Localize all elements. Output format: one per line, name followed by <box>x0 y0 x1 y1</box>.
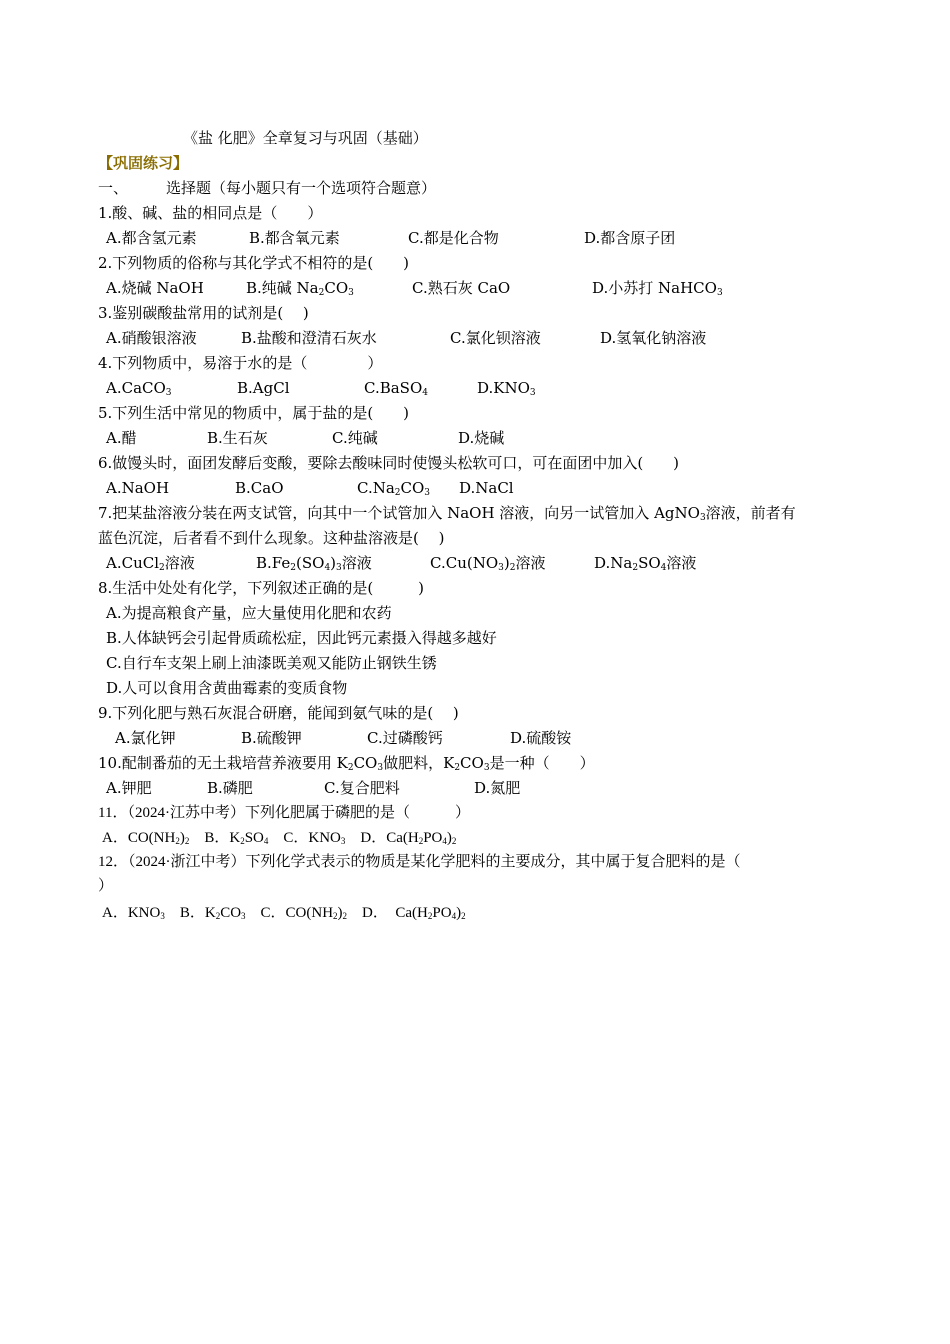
question-11-stem: 11．（2024·江苏中考）下列化肥属于磷肥的是（ ） <box>98 805 470 821</box>
q6-option-a: A.NaOH <box>106 479 170 497</box>
part-heading <box>98 178 436 198</box>
q5-option-d: D.烧碱 <box>458 429 505 447</box>
q9-option-a: A.氯化钾 <box>115 729 176 747</box>
question-2-stem: 2.下列物质的俗称与其化学式不相符的是( ) <box>98 254 410 272</box>
q2-option-c: C.熟石灰 CaO <box>412 279 511 297</box>
section-label: 【巩固练习】 <box>98 154 189 172</box>
q1-option-d: D.都含原子团 <box>584 229 676 247</box>
q8-option-d: D.人可以食用含黄曲霉素的变质食物 <box>106 679 348 697</box>
q7-option-d: $D.Na_2SO_4$溶液 <box>594 554 697 573</box>
q5-option-a: A.醋 <box>106 429 137 447</box>
q7-option-a: A.CuCl$_2$溶液 <box>106 554 195 573</box>
q8-option-a: A.为提高粮食产量，应大量使用化肥和农药 <box>106 604 392 622</box>
q9-option-d: D.硫酸铵 <box>510 729 572 747</box>
q1-option-b: B.都含氧元素 <box>249 229 340 247</box>
q10-option-c: C.复合肥料 <box>324 779 400 797</box>
q2-option-a: A.烧碱 NaOH <box>106 279 204 297</box>
q10-option-b: B.磷肥 <box>207 779 253 797</box>
q9-option-b: B.硫酸钾 <box>241 729 302 747</box>
q11-options: A．$CO(NH_2)_2$ B．$K_2SO_4$ C．$KNO_3$ D．$Ca(H_2PO_4)_2$ <box>102 830 457 846</box>
question-10-stem: 10.配制番茄的无土栽培营养液要用 $K_2CO_3$做肥料，$K_2CO_3$是一种（ ） <box>98 754 595 773</box>
q6-option-d: D.NaCl <box>459 479 514 497</box>
q10-option-a: A.钾肥 <box>106 779 152 797</box>
question-7-stem-line1: 7.把某盐溶液分装在两支试管，向其中一个试管加入 NaOH 溶液，向另一试管加入 AgNO$_3$溶液，前者有 <box>98 504 796 523</box>
question-8-stem: 8.生活中处处有化学，下列叙述正确的是( ) <box>98 579 425 597</box>
part-heading-text: 选择题（每小题只有一个选项符合题意） <box>166 179 437 197</box>
question-3-stem: 3.鉴别碳酸盐常用的试剂是( ) <box>98 304 309 322</box>
q1-option-a: A.都含氢元素 <box>106 229 197 247</box>
question-4-stem: 4.下列物质中，易溶于水的是（ ） <box>98 354 383 372</box>
page-title: 《盐 化肥》全章复习与巩固（基础） <box>183 129 428 147</box>
question-12-stem-line2: ） <box>98 878 114 894</box>
q10-option-d: D.氮肥 <box>474 779 521 797</box>
q3-option-a: A.硝酸银溶液 <box>106 329 197 347</box>
q8-option-c: C.自行车支架上刷上油漆既美观又能防止钢铁生锈 <box>106 654 437 672</box>
part-number: 一、 <box>98 179 129 197</box>
q5-option-b: B.生石灰 <box>207 429 268 447</box>
q4-option-d: $D.KNO_3$ <box>477 379 536 398</box>
q4-option-b: B.AgCl <box>237 379 290 397</box>
question-6-stem: 6.做馒头时，面团发酵后变酸，要除去酸味同时使馒头松软可口，可在面团中加入( ) <box>98 454 680 472</box>
question-5-stem: 5.下列生活中常见的物质中，属于盐的是( ) <box>98 404 410 422</box>
question-7-stem-line2: 蓝色沉淀，后者看不到什么现象。这种盐溶液是( ) <box>98 529 445 547</box>
question-12-stem-line1: 12．（2024·浙江中考）下列化学式表示的物质是某化学肥料的主要成分，其中属于复合肥料的是（ <box>98 854 741 870</box>
q1-option-c: C.都是化合物 <box>408 229 499 247</box>
q3-option-d: D.氢氧化钠溶液 <box>600 329 707 347</box>
q3-option-c: C.氯化钡溶液 <box>450 329 541 347</box>
q4-option-a: A.CaCO$_3$ <box>106 379 172 398</box>
q7-option-b: $B.Fe_2(SO_4)_3$溶液 <box>256 554 372 573</box>
q2-option-d: D.小苏打 NaHCO$_3$ <box>592 279 723 298</box>
q6-option-c: $C.Na_2CO_3$ <box>357 479 431 498</box>
q9-option-c: C.过磷酸钙 <box>367 729 443 747</box>
q12-options: A．$KNO_3$ B．$K_2CO_3$ C．$CO(NH_2)_2$ D． $Ca(H_2PO_4)_2$ <box>102 905 466 921</box>
q5-option-c: C.纯碱 <box>332 429 378 447</box>
q3-option-b: B.盐酸和澄清石灰水 <box>241 329 377 347</box>
question-9-stem: 9.下列化肥与熟石灰混合研磨，能闻到氨气味的是( ) <box>98 704 459 722</box>
q6-option-b: B.CaO <box>235 479 284 497</box>
q2-option-b: B.纯碱 $Na_2CO_3$ <box>246 279 354 298</box>
q7-option-c: $C.Cu(NO_3)_2$溶液 <box>430 554 546 573</box>
q4-option-c: C.BaSO$_4$ <box>364 379 428 398</box>
question-1-stem: 1.酸、碱、盐的相同点是（ ） <box>98 204 323 222</box>
q8-option-b: B.人体缺钙会引起骨质疏松症，因此钙元素摄入得越多越好 <box>106 629 497 647</box>
